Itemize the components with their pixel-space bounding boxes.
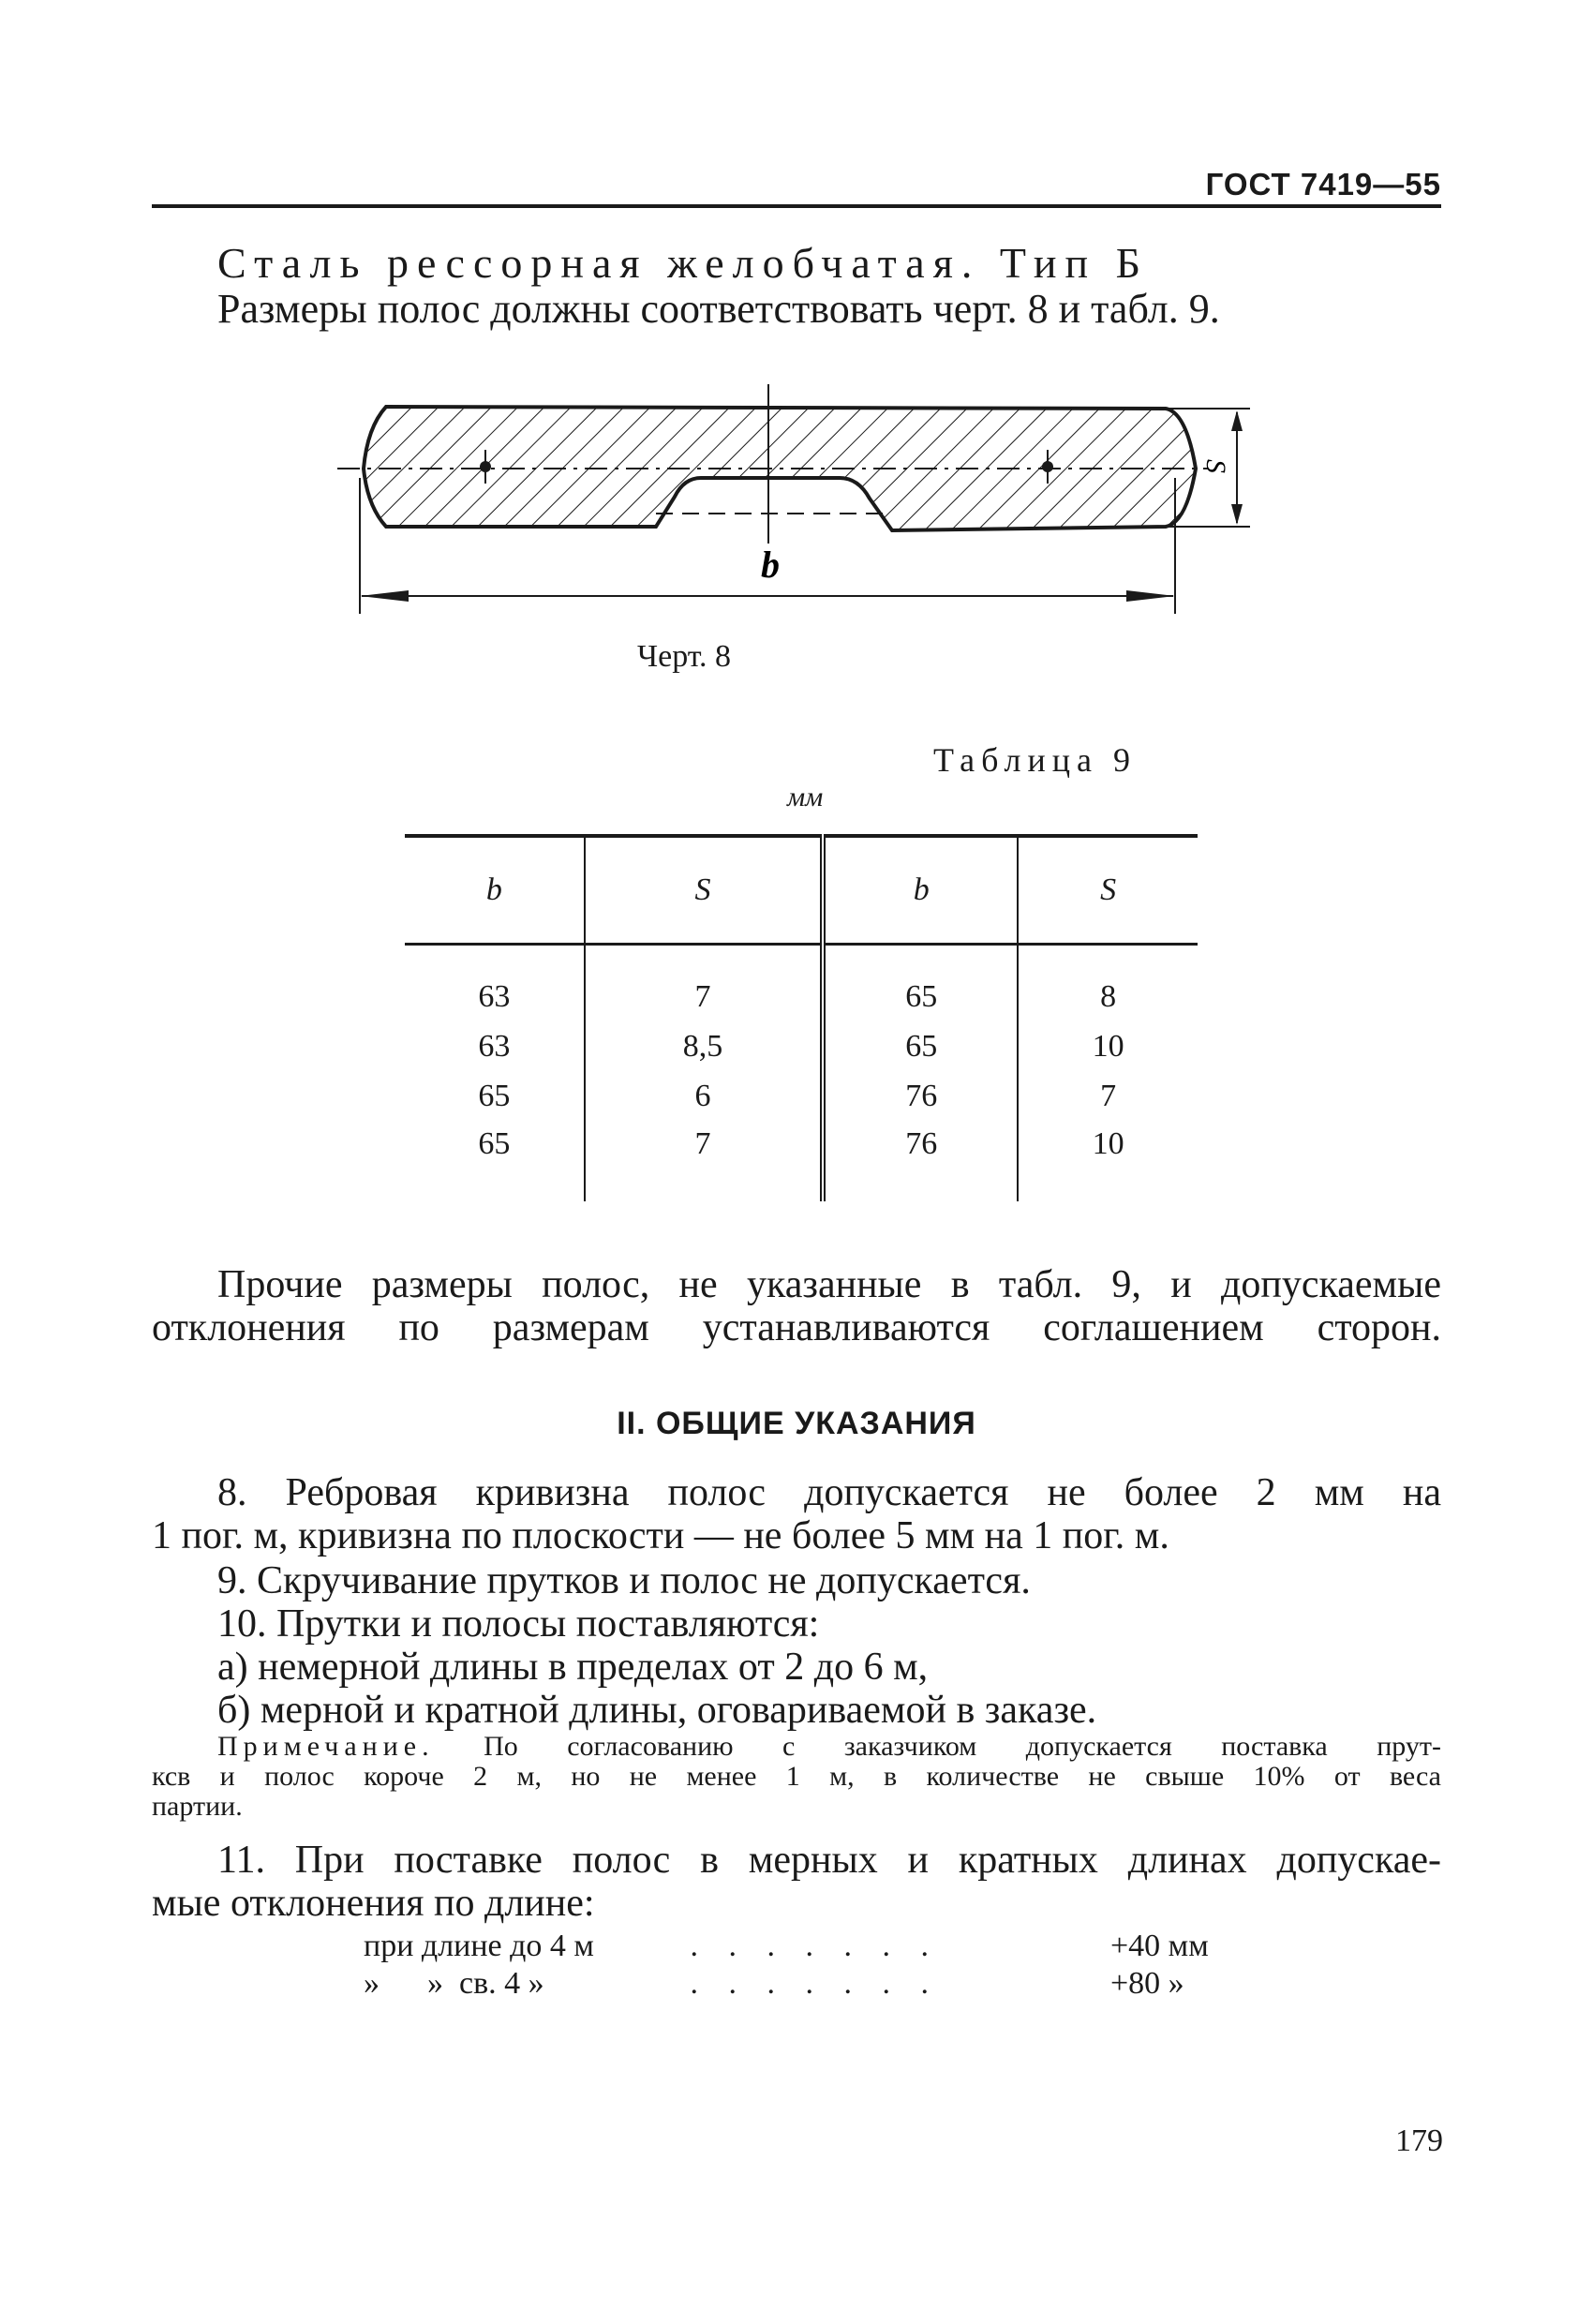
header-s: S <box>585 836 824 945</box>
table-cell: 8 <box>1018 945 1198 1022</box>
table-cell: 65 <box>478 1078 511 1113</box>
item-10: 10. Прутки и полосы поставляются: <box>217 1602 820 1646</box>
page-title: Сталь рессорная желобчатая. Тип Б <box>217 239 1149 287</box>
document-code: ГОСТ 7419—55 <box>1205 167 1441 201</box>
tolerance-row <box>364 1966 1184 2002</box>
paragraph-line: 11. При поставке полос в мерных и кратных длинах допускае- <box>217 1839 1441 1882</box>
dimensions-table <box>405 834 1198 1201</box>
table-cell: 7 <box>1018 1071 1198 1121</box>
table-caption: Таблица 9 <box>933 741 1137 779</box>
table-cell: 7 <box>585 1121 824 1201</box>
tolerance-label: » » св. 4 » <box>364 1966 544 2001</box>
table-cell: 10 <box>1018 1021 1198 1071</box>
tolerance-dots: . . . . . . . <box>690 1929 940 1963</box>
note-line: партии. <box>152 1791 243 1822</box>
item-10a: а) немерной длины в пределах от 2 до 6 м, <box>217 1646 929 1689</box>
header-rule <box>152 204 1441 208</box>
paragraph-line: 1 пог. м, кривизна по плоскости — не более 5 мм на 1 пог. м. <box>152 1514 1169 1557</box>
note-line <box>152 1732 1441 1762</box>
note-label: Примечание. <box>217 1731 435 1762</box>
table-cell: 7 <box>585 945 824 1022</box>
page-number: 179 <box>1395 2123 1443 2158</box>
other-dimensions-paragraph <box>152 1263 1441 1349</box>
item-8 <box>152 1471 1441 1557</box>
table-cell: 63 <box>478 978 511 1014</box>
paragraph-line: Прочие размеры полос, не указанные в табл. 9, и допускаемые <box>217 1263 1441 1306</box>
figure-caption: Черт. 8 <box>637 639 732 674</box>
table-header-row <box>405 836 1198 945</box>
header-b: b <box>405 836 585 945</box>
tolerance-row <box>364 1929 1209 1964</box>
tolerance-value: +40 мм <box>1110 1929 1209 1963</box>
table-cell: 65 <box>823 1021 1018 1071</box>
header-s: S <box>1018 836 1198 945</box>
section-heading: II. ОБЩИЕ УКАЗАНИЯ <box>617 1406 976 1441</box>
item-11 <box>152 1839 1441 1925</box>
cross-section-drawing <box>337 375 1274 628</box>
item-10b: б) мерной и кратной длины, оговариваемой в заказе. <box>217 1689 1097 1732</box>
tolerance-dots: . . . . . . . <box>690 1966 940 2001</box>
table-cell: 63 <box>478 1028 511 1064</box>
dimensions-instruction: Размеры полос должны соответствовать черт. 8 и табл. 9. <box>217 286 1220 332</box>
table-cell: 65 <box>823 945 1018 1022</box>
table-cell: 8,5 <box>585 1021 824 1071</box>
table-row <box>405 1021 1198 1071</box>
header-b: b <box>823 836 1018 945</box>
table-row <box>405 1071 1198 1121</box>
table-cell: 10 <box>1018 1121 1198 1201</box>
table-row <box>405 945 1198 1022</box>
thickness-label: S <box>1200 459 1231 473</box>
note <box>152 1732 1441 1822</box>
width-label: b <box>761 544 780 586</box>
note-line: ксв и полос короче 2 м, но не менее 1 м, в количестве не свыше 10% от веса <box>152 1761 1441 1792</box>
paragraph-line: 8. Ребровая кривизна полос допускается не более 2 мм на <box>217 1471 1441 1514</box>
item-9: 9. Скручивание прутков и полос не допускается. <box>217 1559 1031 1602</box>
table-row <box>405 1121 1198 1201</box>
table-cell: 76 <box>823 1071 1018 1121</box>
paragraph-line: отклонения по размерам устанавливаются соглашением сторон. <box>152 1306 1441 1349</box>
table-cell: 6 <box>585 1071 824 1121</box>
note-text: По согласованию с заказчиком допускается поставка прут- <box>484 1731 1441 1762</box>
tolerance-label: при длине до 4 м <box>364 1929 594 1963</box>
paragraph-line: мые отклонения по длине: <box>152 1882 595 1925</box>
table-cell: 76 <box>823 1121 1018 1201</box>
tolerance-value: +80 » <box>1110 1966 1184 2001</box>
table-cell: 65 <box>478 1126 511 1161</box>
table-unit: мм <box>787 782 824 812</box>
